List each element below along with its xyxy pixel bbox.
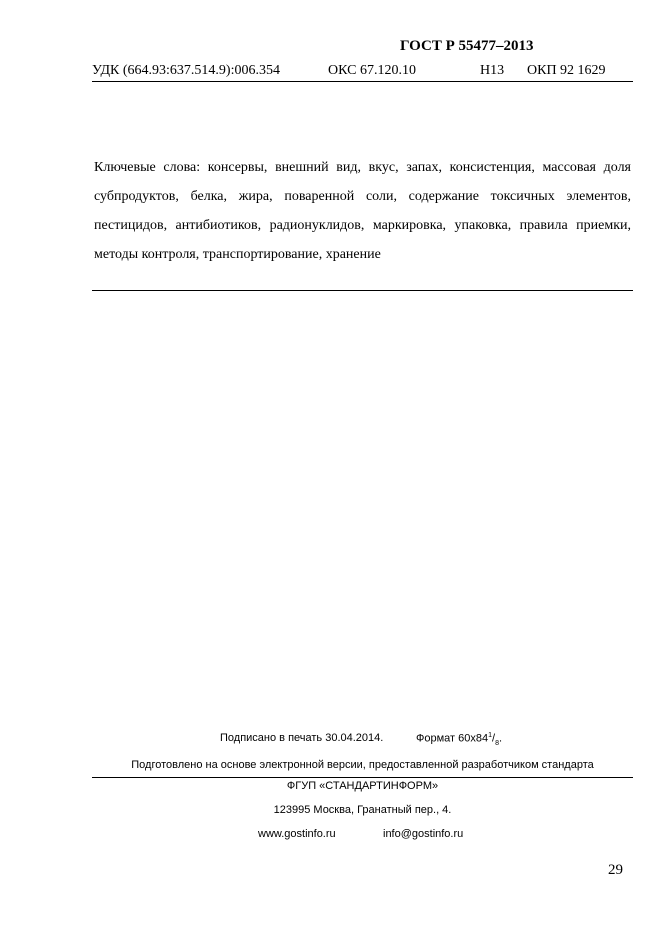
website-link[interactable]: www.gostinfo.ru	[258, 828, 336, 840]
publisher-address: 123995 Москва, Гранатный пер., 4.	[273, 804, 452, 816]
keywords-paragraph: Ключевые слова: консервы, внешний вид, вкус, запах, консистенция, массовая доля субпродуктов, белка, жира, поваренной соли, содержание токсичных элементов, пестицидов, антибиотиков, радионуклидов, маркировка, упаковка, правила приемки, методы контроля, транспортирование, хранение	[94, 160, 631, 262]
paper-format: Формат $60х84^1/_8$.	[416, 732, 503, 747]
email-link[interactable]: info@gostinfo.ru	[383, 828, 464, 840]
prepared-note: Подготовлено на основе электронной версии, предоставленной разработчиком стандарта	[131, 759, 594, 771]
oks-code: ОКС 67.120.10	[328, 63, 416, 78]
udc-code: УДК (664.93:637.514.9):006.354	[92, 63, 280, 78]
classification-row	[92, 63, 632, 83]
imprint-divider	[92, 777, 633, 778]
standard-number: ГОСТ Р 55477–2013	[400, 38, 534, 54]
imprint-sign-row	[220, 732, 520, 748]
format-prefix: Формат 60х84	[416, 732, 489, 745]
keywords-divider	[92, 290, 633, 291]
page-number: 29	[608, 862, 623, 878]
classification-divider	[92, 81, 633, 82]
format-suffix: .	[498, 732, 503, 745]
category-code: Н13	[480, 63, 505, 78]
signed-date: Подписано в печать 30.04.2014.	[220, 732, 384, 744]
publisher-name: ФГУП «СТАНДАРТИНФОРМ»	[286, 780, 439, 792]
format-sub: 8	[495, 739, 499, 747]
format-sup: 1	[488, 732, 493, 739]
okp-code: ОКП 92 1629	[527, 63, 606, 78]
publisher-contacts	[258, 828, 518, 844]
